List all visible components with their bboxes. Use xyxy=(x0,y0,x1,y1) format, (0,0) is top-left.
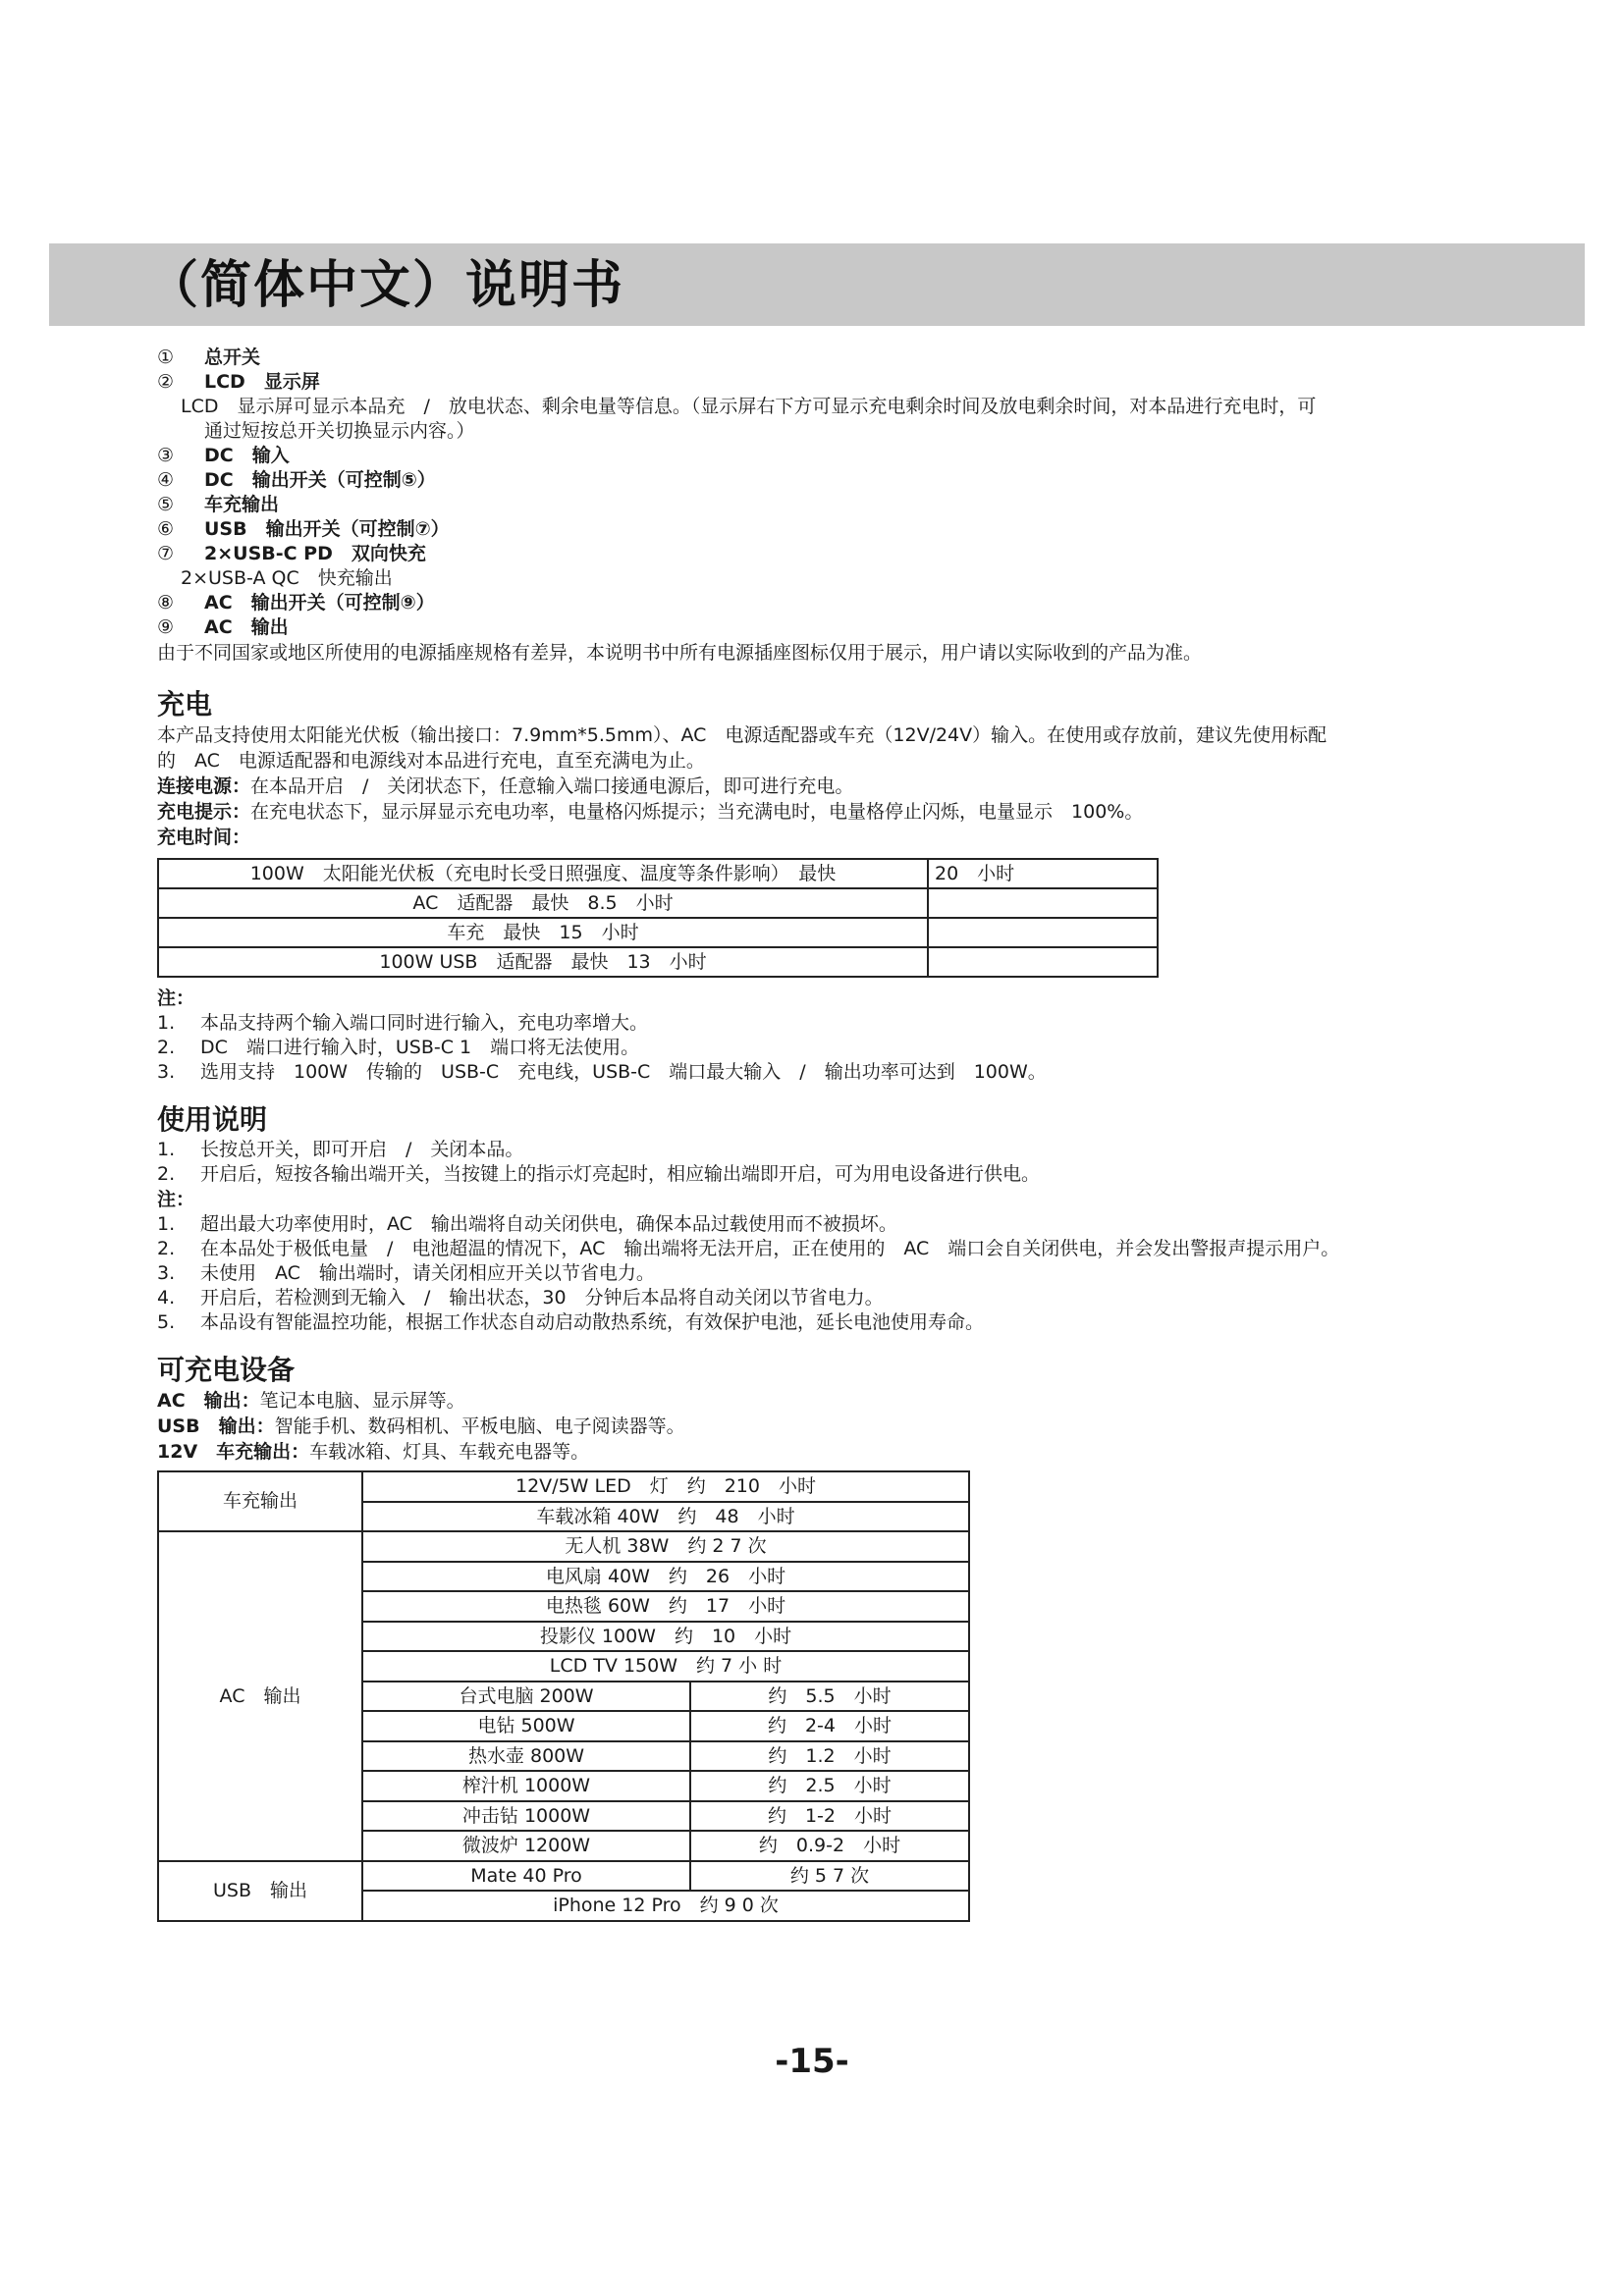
table-row: 车充输出 12V/5W LED 灯 约 210 小时 xyxy=(158,1471,969,1502)
usage-note-label: 注： xyxy=(157,1189,195,1210)
list-item: 2. DC 端口进行输入时，USB-C 1 端口将无法使用。 xyxy=(157,1037,640,1058)
table-row: 车载冰箱 40W 约 48 小时 xyxy=(158,1502,969,1532)
charging-time-label: 充电时间： xyxy=(157,827,251,848)
list-item: 5. 本品设有智能温控功能，根据工作状态自动启动散热系统，有效保护电池，延长电池使用寿命。 xyxy=(157,1311,985,1333)
part-item: ③ DC 输入 xyxy=(157,445,290,466)
ac-output-line: AC 输出：笔记本电脑、显示屏等。 xyxy=(157,1390,465,1412)
table-row: 微波炉 1200W 约 0.9-2 小时 xyxy=(158,1831,969,1861)
charging-intro: 本产品支持使用太阳能光伏板（输出接口：7.9mm*5.5mm）、AC 电源适配器或车充（12V/24V）输入。在使用或存放前，建议先使用标配 xyxy=(157,724,1327,746)
lcd-description: LCD 显示屏可显示本品充 / 放电状态、剩余电量等信息。（显示屏右下方可显示充电剩余时间及放电剩余时间，对本品进行充电时，可 xyxy=(181,396,1317,417)
title-band xyxy=(49,243,1585,326)
charging-note-label: 注： xyxy=(157,988,195,1009)
list-item: 2. 开启后，短按各输出端开关，当按键上的指示灯亮起时，相应输出端即开启，可为用电设备进行供电。 xyxy=(157,1163,1041,1185)
list-item: 3. 未使用 AC 输出端时，请关闭相应开关以节省电力。 xyxy=(157,1262,655,1284)
charging-notes xyxy=(157,1011,1532,1085)
table-row: iPhone 12 Pro 约 9 0 次 xyxy=(158,1891,969,1921)
list-item: 1. 长按总开关，即可开启 / 关闭本品。 xyxy=(157,1139,524,1160)
table-row: AC 适配器 最快 8.5 小时 xyxy=(158,888,1158,918)
part-item: ⑨ AC 输出 xyxy=(157,616,289,638)
table-row: AC 输出 无人机 38W 约 2 7 次 xyxy=(158,1531,969,1562)
charging-hint: 充电提示：在充电状态下，显示屏显示充电功率，电量格闪烁提示；当充满电时，电量格停止闪烁，电量显示 100%。 xyxy=(157,801,1144,823)
table-row: 热水壶 800W 约 1.2 小时 xyxy=(158,1741,969,1772)
car-output-line: 12V 车充输出：车载冰箱、灯具、车载充电器等。 xyxy=(157,1441,590,1463)
part-item: ⑤ 车充输出 xyxy=(157,494,280,515)
table-row: 100W USB 适配器 最快 13 小时 xyxy=(158,947,1158,977)
part-item: ② LCD 显示屏 xyxy=(157,371,320,393)
table-row: 投影仪 100W 约 10 小时 xyxy=(158,1622,969,1652)
devices-heading: 可充电设备 xyxy=(157,1354,296,1386)
usage-steps xyxy=(157,1138,1532,1187)
usb-output-line: USB 输出：智能手机、数码相机、平板电脑、电子阅读器等。 xyxy=(157,1415,685,1437)
connect-power: 连接电源：在本品开启 / 关闭状态下，任意输入端口接通电源后，即可进行充电。 xyxy=(157,775,854,797)
socket-note: 由于不同国家或地区所使用的电源插座规格有差异，本说明书中所有电源插座图标仅用于展示，用户请以实际收到的产品为准。 xyxy=(157,642,1203,664)
table-row: 车充 最快 15 小时 xyxy=(158,918,1158,947)
list-item: 1. 超出最大功率使用时，AC 输出端将自动关闭供电，确保本品过载使用而不被损坏。 xyxy=(157,1213,897,1235)
page-number: -15- xyxy=(775,2042,849,2081)
table-row: 电风扇 40W 约 26 小时 xyxy=(158,1562,969,1592)
charging-heading: 充电 xyxy=(157,688,213,721)
list-item: 1. 本品支持两个输入端口同时进行输入，充电功率增大。 xyxy=(157,1012,649,1034)
table-row: 台式电脑 200W 约 5.5 小时 xyxy=(158,1682,969,1712)
part-item: ⑧ AC 输出开关（可控制⑨） xyxy=(157,592,435,614)
part-item: ④ DC 输出开关（可控制⑤） xyxy=(157,469,436,491)
usb-a-note: 2×USB-A QC 快充输出 xyxy=(181,567,393,589)
part-item: ① 总开关 xyxy=(157,347,261,368)
table-row: USB 输出 Mate 40 Pro 约 5 7 次 xyxy=(158,1861,969,1892)
part-item: ⑥ USB 输出开关（可控制⑦） xyxy=(157,518,450,540)
table-row: 100W 太阳能光伏板（充电时长受日照强度、温度等条件影响） 最快 20 小时 xyxy=(158,859,1158,888)
table-row: 电钻 500W 约 2-4 小时 xyxy=(158,1711,969,1741)
lcd-description-cont: 通过短按总开关切换显示内容。） xyxy=(204,420,475,442)
page-title: （简体中文）说明书 xyxy=(147,256,625,315)
list-item: 4. 开启后，若检测到无输入 / 输出状态，30 分钟后本品将自动关闭以节省电力。 xyxy=(157,1287,884,1308)
part-item: ⑦ 2×USB-C PD 双向快充 xyxy=(157,543,426,564)
device-runtime-table xyxy=(157,1470,970,1922)
table-row: 冲击钻 1000W 约 1-2 小时 xyxy=(158,1801,969,1832)
usage-heading: 使用说明 xyxy=(157,1103,268,1136)
table-row: LCD TV 150W 约 7 小 时 xyxy=(158,1651,969,1682)
table-row: 电热毯 60W 约 17 小时 xyxy=(158,1591,969,1622)
list-item: 3. 选用支持 100W 传输的 USB-C 充电线，USB-C 端口最大输入 / 输出功率可达到 100W。 xyxy=(157,1061,1047,1083)
charging-time-table xyxy=(157,858,1159,978)
charging-intro-cont: 的 AC 电源适配器和电源线对本品进行充电，直至充满电为止。 xyxy=(157,750,705,772)
parts-list xyxy=(157,346,1532,666)
table-row: 榨汁机 1000W 约 2.5 小时 xyxy=(158,1771,969,1801)
content xyxy=(157,346,1532,1922)
list-item: 2. 在本品处于极低电量 / 电池超温的情况下，AC 输出端将无法开启，正在使用的 AC 端口会自关闭供电，并会发出警报声提示用户。 xyxy=(157,1238,1340,1259)
usage-notes xyxy=(157,1212,1532,1335)
